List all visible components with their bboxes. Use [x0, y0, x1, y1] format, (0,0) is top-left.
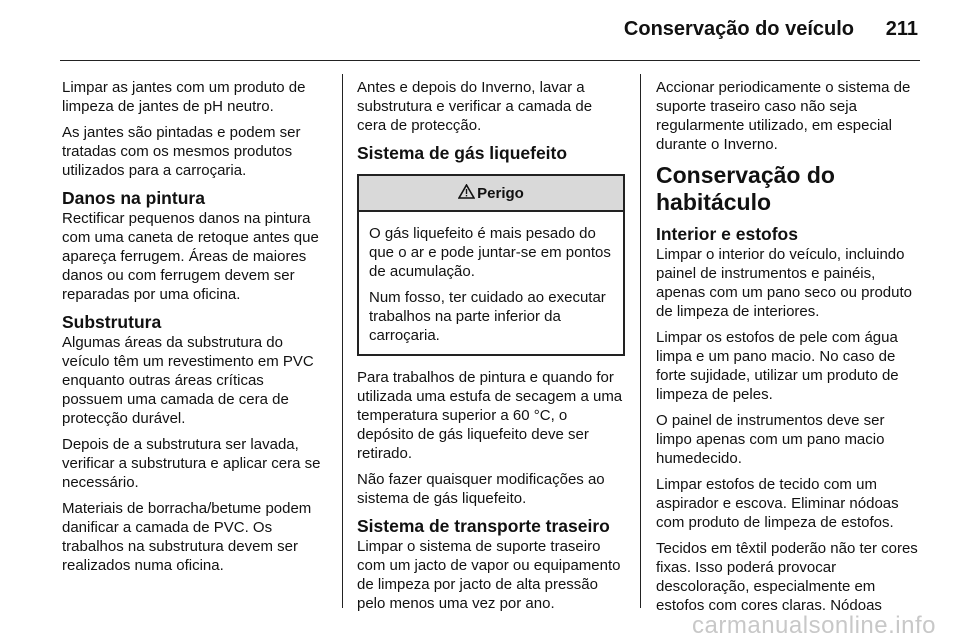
- heading-paint-damage: Danos na pintura: [62, 188, 205, 208]
- heading-underbody: Substrutura: [62, 312, 162, 332]
- warning-triangle-icon: [458, 184, 475, 203]
- column-2: [357, 78, 625, 620]
- section-title: Conservação do veículo: [623, 18, 854, 40]
- warning-header: [359, 176, 623, 212]
- warning-paragraph-1: O gás liquefeito é mais pesado do que o ar e pode juntar-se em pontos de acumulação.: [369, 225, 611, 280]
- paragraph-rear-carrier: Limpar o sistema de suporte traseiro com um jacto de vapor ou equipamento de limpeza por jacto de alta pressão pelo menos uma vez por ano.: [357, 538, 621, 612]
- column-1: [62, 78, 327, 582]
- heading-upholstery: Interior e estofos: [656, 224, 798, 244]
- warning-body: [359, 212, 623, 354]
- warning-title: Perigo: [477, 184, 524, 202]
- paragraph-wheels-paint: As jantes são pintadas e podem ser tratadas com os mesmos produtos utilizados para a carroçaria.: [62, 124, 301, 179]
- watermark: carmanualsonline.info: [692, 612, 936, 639]
- warning-box: [357, 174, 625, 356]
- heading-lpg-system: Sistema de gás liquefeito: [357, 143, 568, 163]
- page-number: 211: [885, 18, 918, 40]
- header-divider: [60, 60, 920, 61]
- paragraph-dashboard: O painel de instrumentos deve ser limpo apenas com um pano macio humedecido.: [656, 412, 885, 467]
- paragraph-rear-carrier-operate: Accionar periodicamente o sistema de suporte traseiro caso não seja regularmente utilizado, em especial durante o Inverno.: [656, 79, 911, 153]
- paragraph-no-modifications: Não fazer quaisquer modificações ao sistema de gás liquefeito.: [357, 471, 605, 507]
- column-divider-1: [342, 74, 343, 608]
- paragraph-underbody-2: Depois de a substrutura ser lavada, verificar a substrutura e aplicar cera se necessário.: [62, 436, 321, 491]
- paragraph-fabric: Limpar estofos de tecido com um aspirador e escova. Eliminar nódoas com produto de limpeza de estofos.: [656, 476, 899, 531]
- paragraph-paint-oven: Para trabalhos de pintura e quando for utilizada uma estufa de secagem a uma temperatura superior a 60 °C, o depósito de gás liquefeito deve ser retirado.: [357, 369, 623, 462]
- paragraph-paint-damage: Rectificar pequenos danos na pintura com uma caneta de retoque antes que apareça ferrugem. Áreas de maiores danos ou com ferrugem devem ser reparadas por uma oficina.: [62, 210, 319, 303]
- paragraph-winter-wash: Antes e depois do Inverno, lavar a substrutura e verificar a camada de cera de protecção.: [357, 79, 593, 134]
- column-3: [656, 78, 924, 622]
- heading-rear-carrier: Sistema de transporte traseiro: [357, 516, 610, 536]
- page-header: [0, 0, 960, 62]
- heading-interior-care: Conservação do habitáculo: [656, 162, 835, 215]
- warning-paragraph-2: Num fosso, ter cuidado ao executar trabalhos na parte inferior da carroçaria.: [369, 289, 606, 344]
- paragraph-textile-colors: Tecidos em têxtil poderão não ter cores fixas. Isso poderá provocar descoloração, especialmente em estofos com cores claras. Nódoas: [656, 540, 918, 614]
- paragraph-leather: Limpar os estofos de pele com água limpa e um pano macio. No caso de forte sujidade, utilizar um produto de limpeza de peles.: [656, 329, 899, 403]
- paragraph-wheels: Limpar as jantes com um produto de limpeza de jantes de pH neutro.: [62, 79, 306, 115]
- paragraph-interior-cleaning: Limpar o interior do veículo, incluindo painel de instrumentos e painéis, apenas com um pano seco ou produto de limpeza de interiores.: [656, 246, 913, 320]
- paragraph-underbody-1: Algumas áreas da substrutura do veículo têm um revestimento em PVC enquanto outras áreas críticas possuem uma camada de cera de protecção durável.: [62, 334, 314, 427]
- column-divider-2: [640, 74, 641, 608]
- paragraph-underbody-3: Materiais de borracha/betume podem danificar a camada de PVC. Os trabalhos na substrutura devem ser realizados numa oficina.: [62, 500, 312, 574]
